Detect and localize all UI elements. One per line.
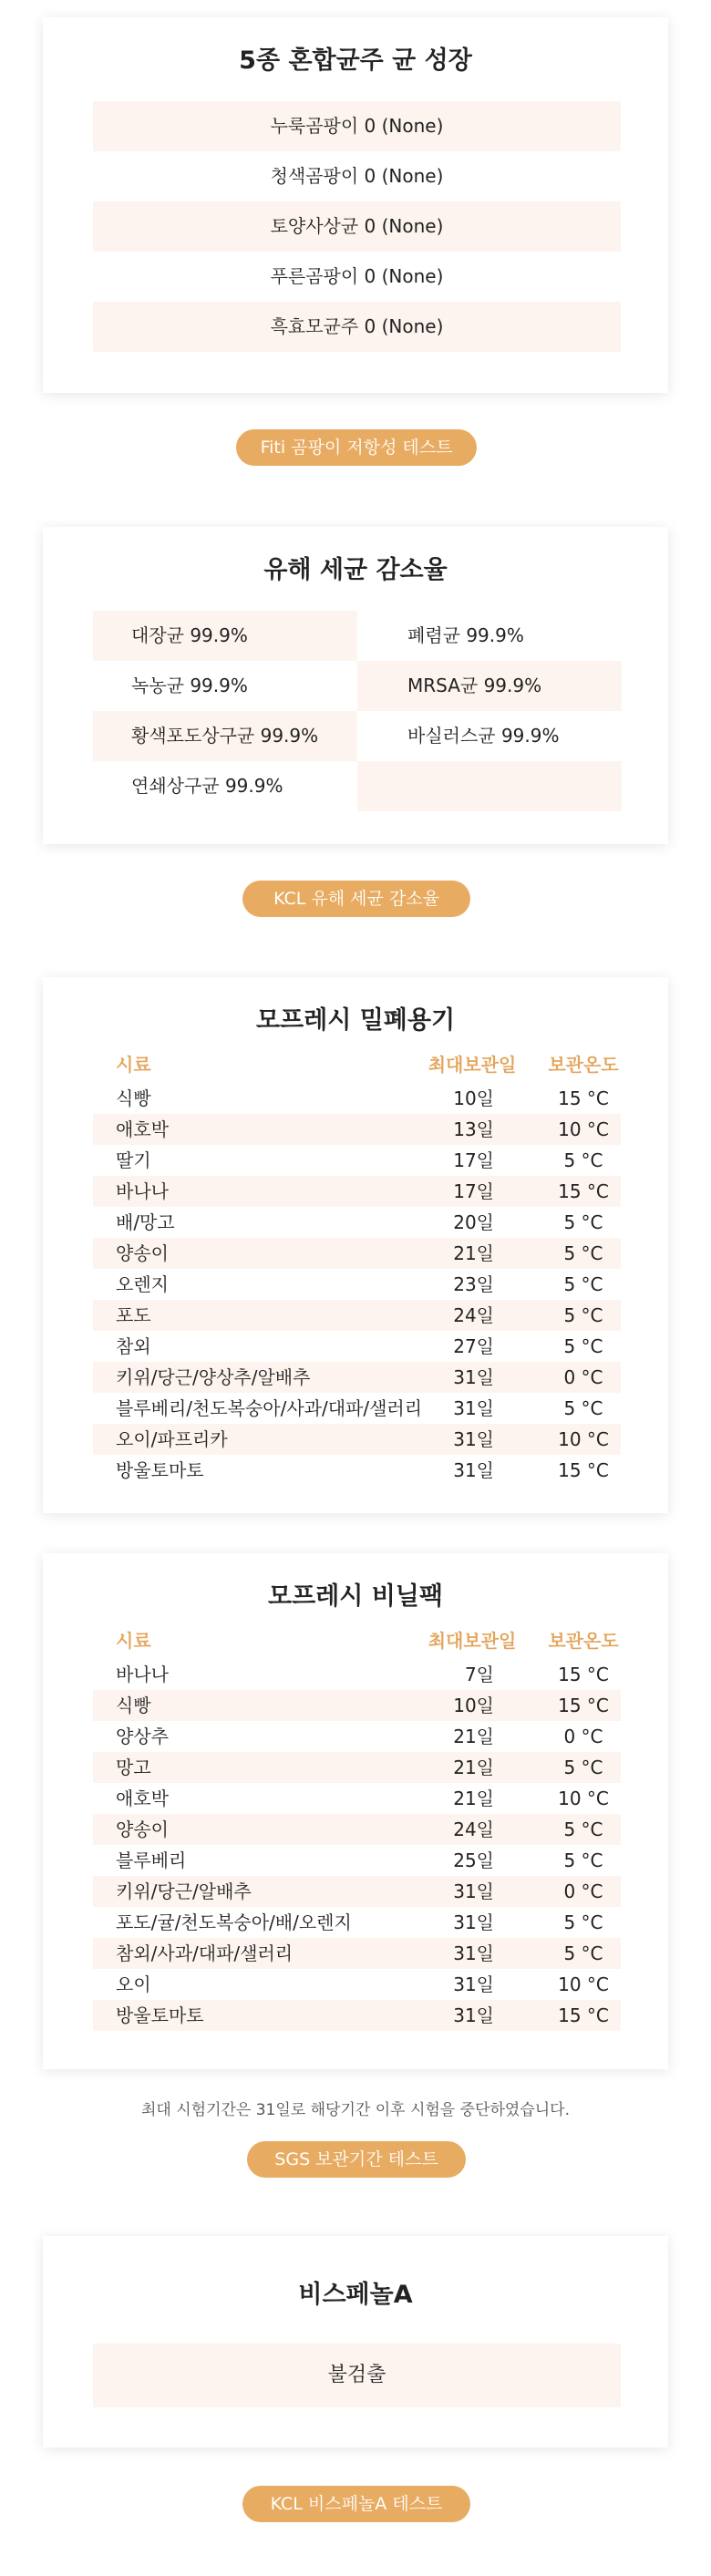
sample-cell: 키위/당근/알배추 xyxy=(116,1880,252,1902)
temperature-cell: 5 °C xyxy=(563,1149,603,1171)
temperature-cell: 15 °C xyxy=(558,1180,609,1202)
kcl-bpa-button[interactable]: KCL 비스페놀A 테스트 xyxy=(242,2486,470,2522)
sample-cell: 배/망고 xyxy=(116,1211,175,1233)
temperature-cell: 10 °C xyxy=(558,1788,609,1809)
temperature-cell: 5 °C xyxy=(563,1335,603,1357)
sample-cell: 양상추 xyxy=(116,1726,169,1747)
max-days-cell: 31일 xyxy=(453,2004,494,2026)
bacteria-cell: MRSA균 99.9% xyxy=(357,661,622,711)
sample-cell: 참외/사과/대파/샐러리 xyxy=(116,1942,294,1964)
table-row xyxy=(93,1721,621,1752)
temperature-cell: 5 °C xyxy=(563,1757,603,1778)
temperature-cell: 0 °C xyxy=(563,1726,603,1747)
table-row xyxy=(93,2000,621,2031)
max-days-cell: 31일 xyxy=(453,1459,494,1481)
max-days-cell: 17일 xyxy=(453,1180,494,1202)
table-row xyxy=(93,1176,621,1207)
max-days-cell: 31일 xyxy=(453,1911,494,1933)
max-days-cell: 31일 xyxy=(453,1973,494,1995)
sample-cell: 오렌지 xyxy=(116,1273,169,1295)
max-days-cell: 21일 xyxy=(453,1757,494,1778)
max-days-cell: 27일 xyxy=(453,1335,494,1357)
bacteria-cell: 연쇄상구균 99.9% xyxy=(131,775,283,797)
fungi-title: 5종 혼합균주 균 성장 xyxy=(239,46,472,75)
table-row xyxy=(93,1659,621,1690)
temperature-cell: 5 °C xyxy=(563,1942,603,1964)
table-row xyxy=(93,1300,621,1331)
temperature-cell: 5 °C xyxy=(563,1242,603,1264)
fungi-row: 흑효모균주 0 (None) xyxy=(93,302,621,352)
temperature-cell: 5 °C xyxy=(563,1819,603,1840)
temperature-cell: 15 °C xyxy=(558,1087,609,1109)
table-row xyxy=(93,1238,621,1269)
table-row xyxy=(93,1845,621,1876)
max-days-cell: 17일 xyxy=(453,1149,494,1171)
bacteria-cell: 폐렴균 99.9% xyxy=(407,624,524,646)
temperature-cell: 15 °C xyxy=(558,1695,609,1716)
sample-cell: 오이 xyxy=(116,1973,151,1995)
sample-cell: 포도/귤/천도복숭아/배/오렌지 xyxy=(116,1911,352,1933)
table-row xyxy=(93,1114,621,1145)
temperature-cell: 15 °C xyxy=(558,2004,609,2026)
sample-cell: 키위/당근/양상추/알배추 xyxy=(116,1366,311,1388)
sample-cell: 포도 xyxy=(116,1304,151,1326)
table-row xyxy=(93,1331,621,1362)
max-days-cell: 31일 xyxy=(453,1428,494,1450)
vinyl-card xyxy=(43,1553,668,2069)
table-row xyxy=(93,1690,621,1721)
max-days-cell: 31일 xyxy=(453,1942,494,1964)
temperature-cell: 5 °C xyxy=(563,1911,603,1933)
temperature-cell: 0 °C xyxy=(563,1366,603,1388)
fungi-row: 푸른곰팡이 0 (None) xyxy=(270,265,444,287)
sample-cell: 바나나 xyxy=(116,1180,169,1202)
table-row xyxy=(93,1876,621,1907)
bacteria-cell: 대장균 99.9% xyxy=(93,611,357,661)
table-row xyxy=(93,1145,621,1176)
container-table-header xyxy=(93,1049,621,1080)
container-card xyxy=(43,977,668,1513)
max-days-cell: 21일 xyxy=(453,1726,494,1747)
bacteria-cell xyxy=(357,761,622,811)
header-sample: 시료 xyxy=(116,1054,151,1076)
sample-cell: 식빵 xyxy=(116,1087,151,1109)
temperature-cell: 5 °C xyxy=(563,1304,603,1326)
max-days-cell: 7일 xyxy=(464,1664,494,1685)
fungi-card xyxy=(43,17,668,393)
header-temperature: 보관온도 xyxy=(548,1054,619,1076)
temperature-cell: 10 °C xyxy=(558,1973,609,1995)
header-max-days: 최대보관일 xyxy=(428,1630,517,1652)
temperature-cell: 10 °C xyxy=(558,1428,609,1450)
table-row xyxy=(93,1424,621,1455)
sample-cell: 딸기 xyxy=(116,1149,151,1171)
test-period-note: 최대 시험기간은 31일로 해당기간 이후 시험을 중단하였습니다. xyxy=(140,2101,570,2119)
table-row xyxy=(93,1207,621,1238)
temperature-cell: 0 °C xyxy=(563,1880,603,1902)
sample-cell: 애호박 xyxy=(116,1118,169,1140)
fungi-row: 청색곰팡이 0 (None) xyxy=(270,165,444,187)
table-row xyxy=(93,1455,621,1486)
max-days-cell: 23일 xyxy=(453,1273,494,1295)
sgs-storage-button[interactable]: SGS 보관기간 테스트 xyxy=(247,2141,466,2178)
bacteria-title: 유해 세균 감소율 xyxy=(263,556,448,584)
bacteria-cell: 바실러스균 99.9% xyxy=(407,725,560,747)
table-row xyxy=(93,1269,621,1300)
table-row xyxy=(93,1362,621,1393)
fungi-row: 토양사상균 0 (None) xyxy=(93,201,621,252)
max-days-cell: 20일 xyxy=(453,1211,494,1233)
table-row xyxy=(93,1783,621,1814)
bacteria-cell: 녹농균 99.9% xyxy=(131,675,248,696)
max-days-cell: 24일 xyxy=(453,1304,494,1326)
container-title: 모프레시 밀폐용기 xyxy=(255,1006,456,1035)
sample-cell: 바나나 xyxy=(116,1664,169,1685)
table-row xyxy=(93,1969,621,2000)
header-temperature: 보관온도 xyxy=(548,1630,619,1652)
temperature-cell: 5 °C xyxy=(563,1850,603,1871)
temperature-cell: 5 °C xyxy=(563,1397,603,1419)
vinyl-table-header xyxy=(93,1625,621,1656)
sample-cell: 오이/파프리카 xyxy=(116,1428,228,1450)
fungi-row: 누룩곰팡이 0 (None) xyxy=(93,101,621,151)
temperature-cell: 5 °C xyxy=(563,1273,603,1295)
table-row xyxy=(93,1752,621,1783)
temperature-cell: 15 °C xyxy=(558,1664,609,1685)
sample-cell: 식빵 xyxy=(116,1695,151,1716)
max-days-cell: 21일 xyxy=(453,1788,494,1809)
vinyl-title: 모프레시 비닐팩 xyxy=(268,1582,443,1611)
max-days-cell: 13일 xyxy=(453,1118,494,1140)
max-days-cell: 24일 xyxy=(453,1819,494,1840)
sample-cell: 양송이 xyxy=(116,1819,169,1840)
max-days-cell: 10일 xyxy=(453,1087,494,1109)
max-days-cell: 31일 xyxy=(453,1397,494,1419)
sample-cell: 양송이 xyxy=(116,1242,169,1264)
table-row xyxy=(93,1907,621,1938)
header-max-days: 최대보관일 xyxy=(428,1054,517,1076)
table-row xyxy=(93,1083,621,1114)
bpa-result: 불검출 xyxy=(93,2344,621,2407)
max-days-cell: 21일 xyxy=(453,1242,494,1264)
bacteria-cell: 황색포도상구균 99.9% xyxy=(93,711,357,761)
table-row xyxy=(93,1938,621,1969)
sample-cell: 블루베리/천도복숭아/사과/대파/샐러리 xyxy=(116,1397,423,1419)
header-sample: 시료 xyxy=(116,1630,151,1652)
table-row xyxy=(93,1393,621,1424)
temperature-cell: 15 °C xyxy=(558,1459,609,1481)
max-days-cell: 31일 xyxy=(453,1366,494,1388)
bpa-card xyxy=(43,2236,668,2447)
bpa-title: 비스페놀A xyxy=(298,2281,413,2309)
sample-cell: 참외 xyxy=(116,1335,151,1357)
sample-cell: 망고 xyxy=(116,1757,151,1778)
fiti-test-button[interactable]: Fiti 곰팡이 저항성 테스트 xyxy=(236,429,477,466)
sample-cell: 블루베리 xyxy=(116,1850,187,1871)
temperature-cell: 10 °C xyxy=(558,1118,609,1140)
max-days-cell: 10일 xyxy=(453,1695,494,1716)
max-days-cell: 31일 xyxy=(453,1880,494,1902)
max-days-cell: 25일 xyxy=(453,1850,494,1871)
table-row xyxy=(93,1814,621,1845)
sample-cell: 애호박 xyxy=(116,1788,169,1809)
sample-cell: 방울토마토 xyxy=(116,1459,204,1481)
bacteria-card xyxy=(43,527,668,844)
temperature-cell: 5 °C xyxy=(563,1211,603,1233)
sample-cell: 방울토마토 xyxy=(116,2004,204,2026)
kcl-bacteria-button[interactable]: KCL 유해 세균 감소율 xyxy=(242,881,470,917)
